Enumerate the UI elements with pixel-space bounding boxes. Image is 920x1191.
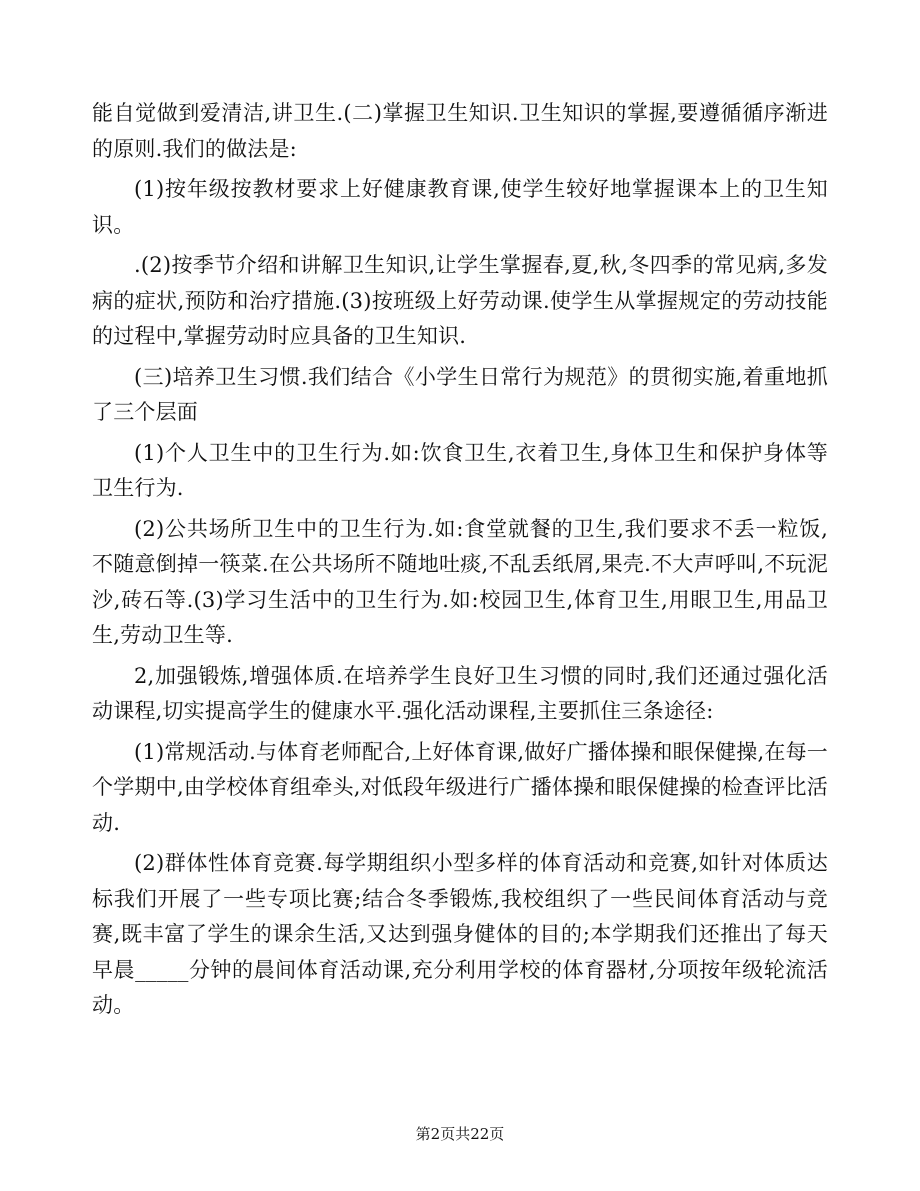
paragraph-8: (1)常规活动.与体育老师配合,上好体育课,做好广播体操和眼保健操,在每一个学期中,由学校体育组牵头,对低段年级进行广播体操和眼保健操的检查评比活动.: [92, 739, 828, 835]
paragraph-1: 能自觉做到爱清洁,讲卫生.(二)掌握卫生知识.卫生知识的掌握,要遵循循序渐进的原则.我们的做法是:: [92, 101, 828, 161]
paragraph-4: (三)培养卫生习惯.我们结合《小学生日常行为规范》的贯彻实施,着重地抓了三个层面: [92, 364, 828, 424]
paragraph-3: .(2)按季节介绍和讲解卫生知识,让学生掌握春,夏,秋,冬四季的常见病,多发病的症状,预防和治疗措施.(3)按班级上好劳动课.使学生从掌握规定的劳动技能的过程中,掌握劳动时应具备的卫生知识.: [92, 253, 828, 348]
paragraph-7: 2,加强锻炼,增强体质.在培养学生良好卫生习惯的同时,我们还通过强化活动课程,切实提高学生的健康水平.强化活动课程,主要抓住三条途径:: [92, 663, 828, 723]
page-footer: 第2页共22页: [415, 1125, 505, 1143]
paragraph-6: (2)公共场所卫生中的卫生行为.如:食堂就餐的卫生,我们要求不丢一粒饭,不随意倒掉一筷菜.在公共场所不随地吐痰,不乱丢纸屑,果壳.不大声呼叫,不玩泥沙,砖石等.(3)学习生活中的卫生行为.如:校园卫生,体育卫生,用眼卫生,用品卫生,劳动卫生等.: [92, 516, 828, 647]
paragraph-9: (2)群体性体育竞赛.每学期组织小型多样的体育活动和竞赛,如针对体质达标我们开展了一些专项比赛;结合冬季锻炼,我校组织了一些民间体育活动与竞赛,既丰富了学生的课余生活,又达到强身健体的目的;本学期我们还推出了每天早晨_____分钟的晨间体育活动课,充分利用学校的体育器材,分项按年级轮流活动。: [92, 851, 828, 1017]
paragraph-5: (1)个人卫生中的卫生行为.如:饮食卫生,衣着卫生,身体卫生和保护身体等卫生行为.: [92, 440, 828, 500]
paragraph-2: (1)按年级按教材要求上好健康教育课,使学生较好地掌握课本上的卫生知识。: [92, 177, 828, 237]
